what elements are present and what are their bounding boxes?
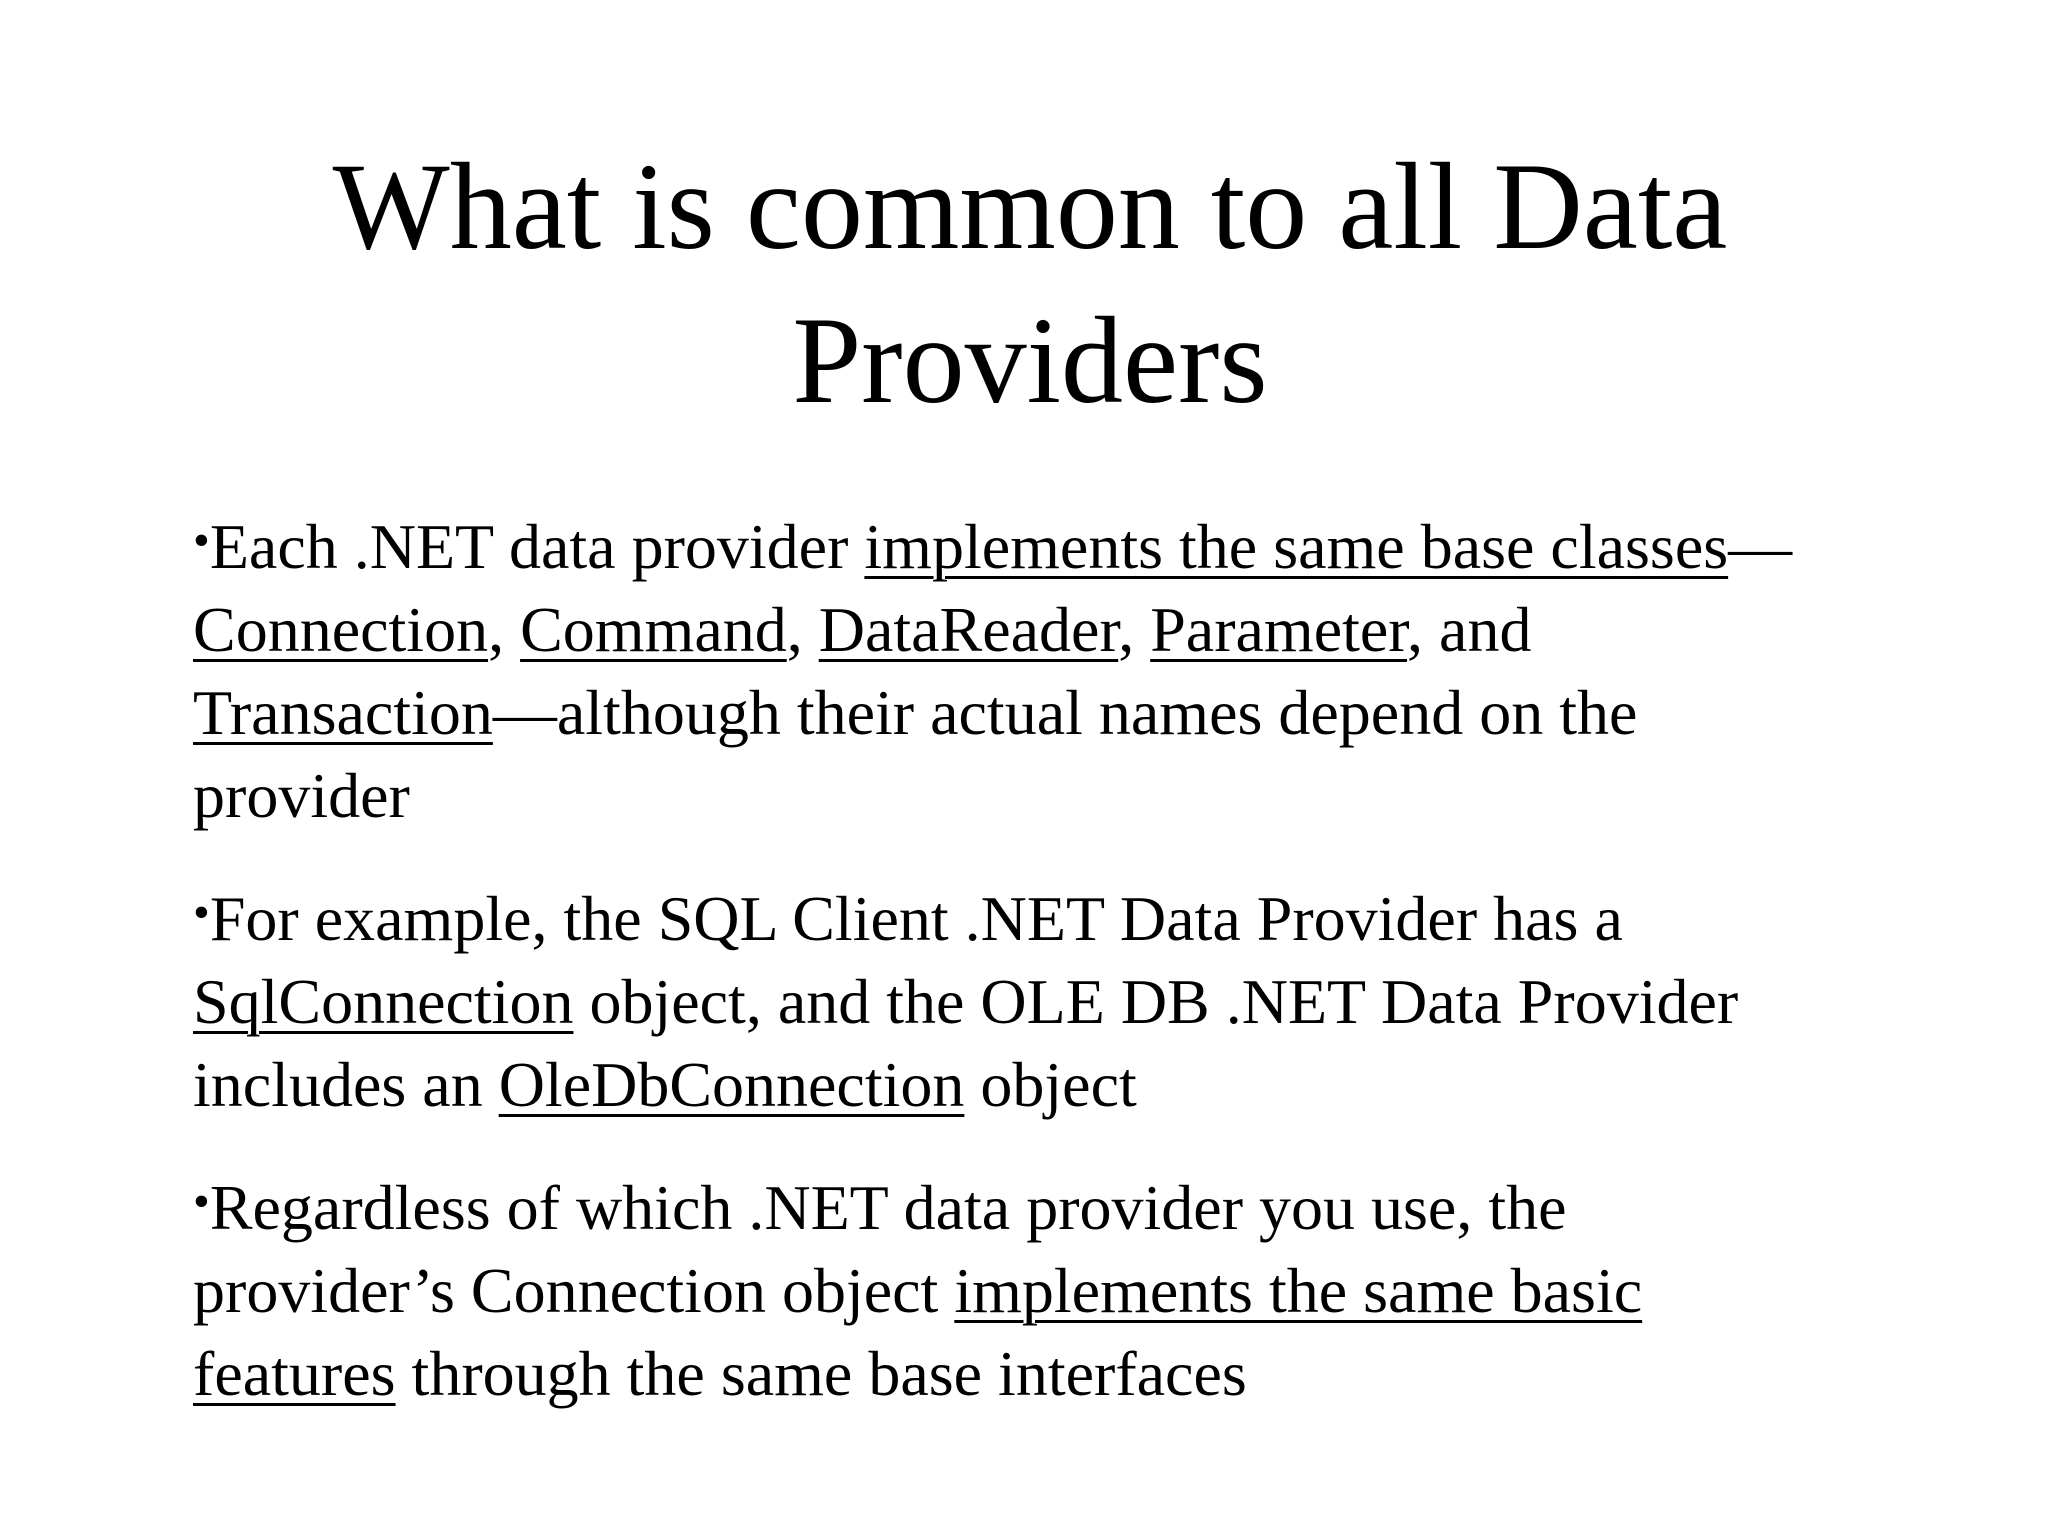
underlined-phrase: features [193, 1338, 396, 1409]
bullet-text: includes an [193, 1049, 499, 1120]
underlined-phrase: implements the same basic [954, 1255, 1643, 1326]
underlined-class-name: Command [520, 594, 787, 665]
underlined-class-name: DataReader [818, 594, 1119, 665]
slide-title [200, 130, 1860, 438]
bullet-text: , [786, 594, 819, 665]
bullet-text: through the same base interfaces [395, 1338, 1247, 1409]
underlined-class-name: SqlConnection [193, 966, 574, 1037]
bullet-marker: • [193, 886, 210, 939]
bullet-marker: • [193, 514, 210, 567]
underlined-class-name: Parameter [1150, 594, 1408, 665]
underlined-phrase: implements the same base classes [864, 511, 1729, 582]
bullet-text: , [1118, 594, 1151, 665]
underlined-class-name: Connection [193, 594, 489, 665]
bullet-item-base-classes [193, 505, 1983, 837]
bullet-text: object, and the OLE DB .NET Data Provider [573, 966, 1739, 1037]
bullet-text: provider [193, 760, 410, 831]
bullet-text: , and [1407, 594, 1532, 665]
bullet-text: Regardless of which .NET data provider you use, the [209, 1172, 1567, 1243]
slide-title-line-2: Providers [792, 292, 1268, 429]
bullet-text: — [1728, 511, 1793, 582]
underlined-class-name: Transaction [193, 677, 493, 748]
bullet-text: , [488, 594, 521, 665]
bullet-marker: • [193, 1175, 210, 1228]
bullet-text: For example, the SQL Client .NET Data Provider has a [209, 883, 1623, 954]
bullet-text: —although their actual names depend on the [492, 677, 1638, 748]
bullet-item-example [193, 877, 1983, 1126]
underlined-class-name: OleDbConnection [498, 1049, 965, 1120]
bullet-text: provider’s Connection object [193, 1255, 955, 1326]
bullet-list [193, 505, 1983, 1415]
bullet-text: object [964, 1049, 1137, 1120]
bullet-item-basic-features [193, 1166, 1983, 1415]
bullet-text: Each .NET data provider [209, 511, 865, 582]
slide-title-line-1: What is common to all Data [332, 138, 1728, 275]
